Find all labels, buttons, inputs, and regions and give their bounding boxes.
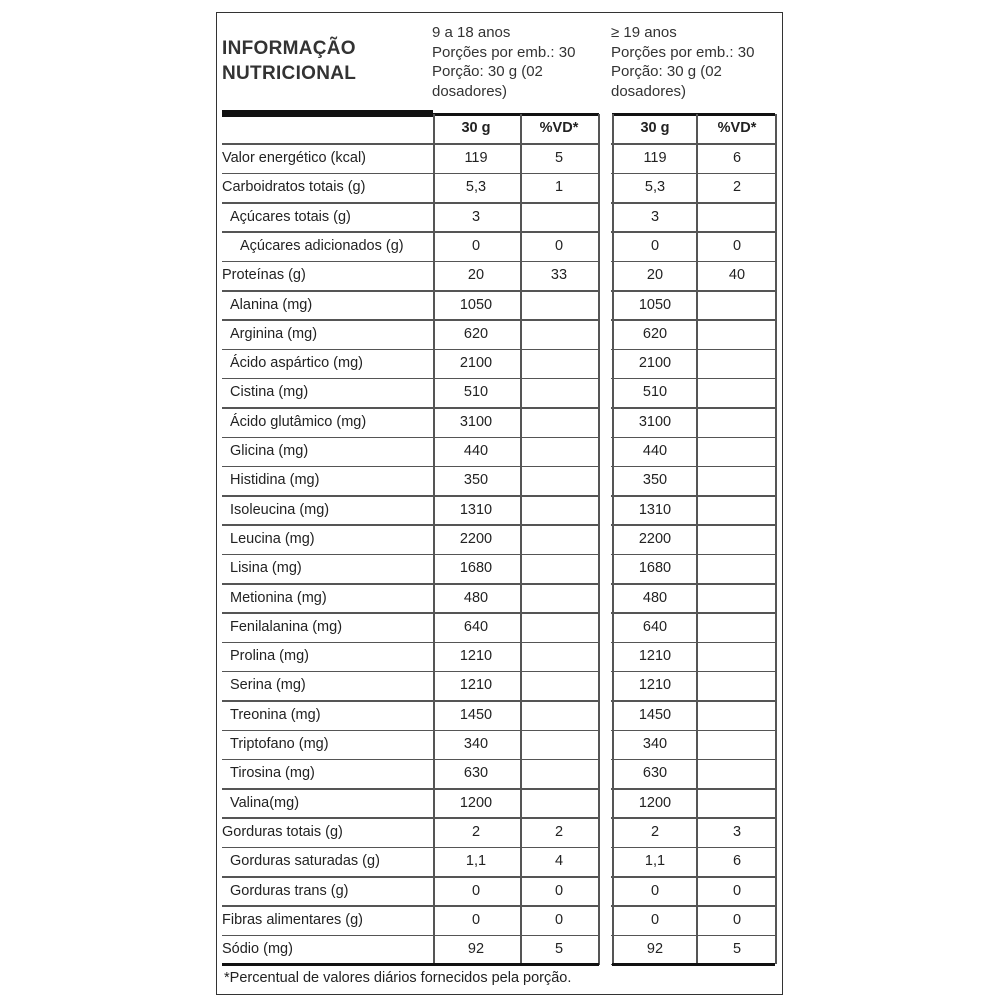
group-header-line: Porções por emb.: 30 xyxy=(611,43,755,61)
value-dv-9-18 xyxy=(519,378,599,407)
nutrient-name: Gorduras totais (g) xyxy=(222,823,343,840)
value-amount-9-18: 1200 xyxy=(459,794,493,811)
nutrient-name: Fibras alimentares (g) xyxy=(222,911,364,928)
value-amount-9-18: 510 xyxy=(463,384,489,401)
value-dv-9-18 xyxy=(519,584,599,613)
value-amount-9-18: 20 xyxy=(467,267,485,284)
value-dv-19-plus xyxy=(697,496,777,525)
value-dv-9-18: 0 xyxy=(554,237,564,254)
value-dv-19-plus: 40 xyxy=(728,267,746,284)
nutrient-name: Açúcares totais (g) xyxy=(230,208,351,225)
value-amount-9-18: 2200 xyxy=(459,530,493,547)
nutrient-name: Ácido glutâmico (mg) xyxy=(230,413,367,430)
value-amount-9-18: 1,1 xyxy=(465,853,487,870)
value-dv-19-plus: 5 xyxy=(732,941,742,958)
value-amount-19-plus: 3 xyxy=(650,208,660,225)
value-dv-9-18: 5 xyxy=(554,941,564,958)
nutrient-name: Fenilalanina (mg) xyxy=(230,618,343,635)
value-dv-19-plus xyxy=(697,320,777,349)
group-gap xyxy=(600,110,611,966)
value-dv-19-plus: 0 xyxy=(732,237,742,254)
value-amount-9-18: 0 xyxy=(471,882,481,899)
nutrient-name: Arginina (mg) xyxy=(230,325,318,342)
nutrient-name: Valor energético (kcal) xyxy=(222,150,366,166)
nutrient-name: Triptofano (mg) xyxy=(230,736,329,752)
value-dv-19-plus xyxy=(697,437,777,466)
group-header-line: Porção: 30 g (02 xyxy=(432,63,543,80)
value-dv-9-18: 33 xyxy=(550,267,568,284)
nutrient-name: Valina(mg) xyxy=(230,794,300,811)
column-divider xyxy=(696,114,698,964)
value-amount-19-plus: 480 xyxy=(642,589,668,606)
nutrient-name: Tirosina (mg) xyxy=(230,765,315,782)
value-amount-19-plus: 1680 xyxy=(638,560,672,577)
value-dv-9-18 xyxy=(519,320,599,349)
value-amount-9-18: 480 xyxy=(463,589,489,606)
value-amount-19-plus: 1210 xyxy=(638,648,672,665)
group-header-line: 9 a 18 anos xyxy=(432,24,511,41)
value-amount-9-18: 1310 xyxy=(459,501,493,518)
value-amount-9-18: 440 xyxy=(463,443,489,459)
value-amount-19-plus: 5,3 xyxy=(644,179,666,196)
value-amount-9-18: 119 xyxy=(464,150,488,166)
value-dv-19-plus xyxy=(697,203,777,232)
group-header-9-18 xyxy=(432,23,575,101)
value-amount-19-plus: 1050 xyxy=(638,296,672,313)
value-dv-9-18 xyxy=(519,496,599,525)
value-dv-9-18: 4 xyxy=(554,853,564,870)
value-amount-19-plus: 2200 xyxy=(638,530,672,547)
nutrient-name: Lisina (mg) xyxy=(230,560,302,577)
value-dv-9-18 xyxy=(519,437,599,466)
group-header-line: Porções por emb.: 30 xyxy=(432,43,576,61)
value-dv-19-plus xyxy=(697,466,777,495)
value-amount-9-18: 350 xyxy=(463,472,489,489)
value-dv-19-plus xyxy=(697,642,777,671)
value-amount-19-plus: 0 xyxy=(650,237,660,254)
column-header-dv-19-plus: %VD* xyxy=(717,120,757,136)
value-amount-19-plus: 2100 xyxy=(638,355,672,372)
value-amount-19-plus: 1,1 xyxy=(644,853,666,870)
value-amount-19-plus: 3100 xyxy=(638,413,672,430)
value-dv-9-18 xyxy=(519,554,599,583)
value-amount-19-plus: 119 xyxy=(643,150,667,166)
value-dv-19-plus xyxy=(697,789,777,818)
value-amount-19-plus: 1210 xyxy=(638,677,672,694)
thick-rule xyxy=(222,110,433,117)
value-dv-9-18 xyxy=(519,525,599,554)
value-amount-19-plus: 510 xyxy=(642,384,668,401)
nutrient-name: Cistina (mg) xyxy=(230,384,309,401)
value-amount-9-18: 2 xyxy=(471,823,481,840)
nutrient-name: Glicina (mg) xyxy=(230,443,309,459)
nutrient-name: Treonina (mg) xyxy=(230,706,321,723)
group-header-line: dosadores) xyxy=(611,82,687,100)
nutrient-name: Gorduras trans (g) xyxy=(230,882,349,899)
group-header-line: dosadores) xyxy=(432,82,508,100)
value-dv-19-plus xyxy=(697,408,777,437)
nutrient-name: Isoleucina (mg) xyxy=(230,501,330,518)
value-dv-9-18: 5 xyxy=(554,150,564,166)
value-amount-19-plus: 350 xyxy=(642,472,668,489)
value-dv-19-plus: 0 xyxy=(732,911,742,928)
value-amount-9-18: 1210 xyxy=(459,648,493,665)
column-divider xyxy=(520,114,522,964)
value-amount-9-18: 0 xyxy=(471,911,481,928)
value-amount-9-18: 620 xyxy=(463,325,489,342)
value-dv-19-plus xyxy=(697,730,777,759)
value-dv-19-plus xyxy=(697,671,777,700)
value-dv-19-plus: 2 xyxy=(732,179,742,196)
value-dv-19-plus xyxy=(697,759,777,788)
value-dv-19-plus xyxy=(697,554,777,583)
value-amount-9-18: 3100 xyxy=(459,413,493,430)
nutrient-name: Sódio (mg) xyxy=(222,941,293,958)
value-amount-19-plus: 1200 xyxy=(638,794,672,811)
value-dv-9-18 xyxy=(519,671,599,700)
value-dv-9-18: 1 xyxy=(554,179,564,196)
nutrient-name: Açúcares adicionados (g) xyxy=(240,237,404,254)
column-divider xyxy=(433,114,435,964)
nutrient-name: Gorduras saturadas (g) xyxy=(230,853,380,870)
nutrient-name: Carboidratos totais (g) xyxy=(222,179,366,196)
value-amount-19-plus: 340 xyxy=(642,736,668,752)
value-dv-19-plus xyxy=(697,701,777,730)
value-amount-19-plus: 20 xyxy=(646,267,664,284)
value-amount-9-18: 1210 xyxy=(459,677,493,694)
value-dv-19-plus xyxy=(697,584,777,613)
value-dv-9-18 xyxy=(519,730,599,759)
value-dv-19-plus: 6 xyxy=(732,853,742,870)
value-dv-19-plus xyxy=(697,378,777,407)
value-dv-19-plus xyxy=(697,525,777,554)
label-title xyxy=(222,36,356,86)
value-dv-9-18: 0 xyxy=(554,911,564,928)
nutrient-name: Serina (mg) xyxy=(230,677,306,694)
value-dv-19-plus xyxy=(697,291,777,320)
footnote: *Percentual de valores diários fornecidos pela porção. xyxy=(224,970,572,986)
value-amount-19-plus: 1450 xyxy=(638,706,672,723)
value-amount-19-plus: 0 xyxy=(650,911,660,928)
value-dv-9-18 xyxy=(519,291,599,320)
column-divider xyxy=(775,114,777,964)
value-dv-19-plus xyxy=(697,349,777,378)
column-header-amount-9-18: 30 g xyxy=(461,120,491,136)
value-dv-9-18: 2 xyxy=(554,823,564,840)
value-amount-19-plus: 2 xyxy=(650,823,660,840)
column-header-dv-9-18: %VD* xyxy=(539,120,579,136)
value-dv-9-18: 0 xyxy=(554,882,564,899)
value-amount-9-18: 3 xyxy=(471,208,481,225)
nutrient-name: Metionina (mg) xyxy=(230,589,327,606)
bottom-rule xyxy=(612,963,775,966)
value-dv-9-18 xyxy=(519,408,599,437)
nutrient-name: Leucina (mg) xyxy=(230,530,315,547)
group-header-line: Porção: 30 g (02 xyxy=(611,63,722,80)
bottom-rule xyxy=(222,963,599,966)
value-amount-19-plus: 620 xyxy=(642,325,668,342)
value-dv-9-18 xyxy=(519,203,599,232)
title-line-2: NUTRICIONAL xyxy=(222,63,357,84)
value-amount-9-18: 1680 xyxy=(459,560,493,577)
value-amount-9-18: 0 xyxy=(471,237,481,254)
value-dv-9-18 xyxy=(519,789,599,818)
group-header-19-plus xyxy=(611,23,754,101)
value-amount-9-18: 630 xyxy=(463,765,489,782)
value-dv-9-18 xyxy=(519,701,599,730)
value-amount-19-plus: 92 xyxy=(646,941,664,958)
value-dv-9-18 xyxy=(519,349,599,378)
nutrient-name: Histidina (mg) xyxy=(230,472,320,489)
nutrient-name: Ácido aspártico (mg) xyxy=(230,355,363,372)
value-dv-19-plus: 0 xyxy=(732,882,742,899)
title-line-1: INFORMAÇÃO xyxy=(222,38,356,59)
value-amount-9-18: 1050 xyxy=(459,296,493,313)
value-amount-19-plus: 640 xyxy=(642,618,668,635)
column-header-amount-19-plus: 30 g xyxy=(640,120,670,136)
value-amount-19-plus: 0 xyxy=(650,882,660,899)
value-dv-9-18 xyxy=(519,613,599,642)
nutrient-name: Alanina (mg) xyxy=(230,296,313,313)
value-dv-9-18 xyxy=(519,642,599,671)
nutrient-name: Proteínas (g) xyxy=(222,267,306,284)
value-amount-9-18: 640 xyxy=(463,618,489,635)
column-divider xyxy=(612,114,614,964)
group-header-line: ≥ 19 anos xyxy=(611,24,677,41)
value-amount-9-18: 5,3 xyxy=(465,179,487,196)
value-dv-19-plus: 3 xyxy=(732,823,742,840)
value-dv-19-plus: 6 xyxy=(732,150,742,166)
value-dv-19-plus xyxy=(697,613,777,642)
value-amount-9-18: 92 xyxy=(467,941,485,958)
value-amount-19-plus: 1310 xyxy=(638,501,672,518)
nutrient-name: Prolina (mg) xyxy=(230,648,309,665)
value-amount-9-18: 2100 xyxy=(459,355,493,372)
value-amount-19-plus: 630 xyxy=(642,765,668,782)
value-dv-9-18 xyxy=(519,759,599,788)
value-amount-9-18: 1450 xyxy=(459,706,493,723)
value-dv-9-18 xyxy=(519,466,599,495)
value-amount-19-plus: 440 xyxy=(642,443,668,459)
value-amount-9-18: 340 xyxy=(463,736,489,752)
